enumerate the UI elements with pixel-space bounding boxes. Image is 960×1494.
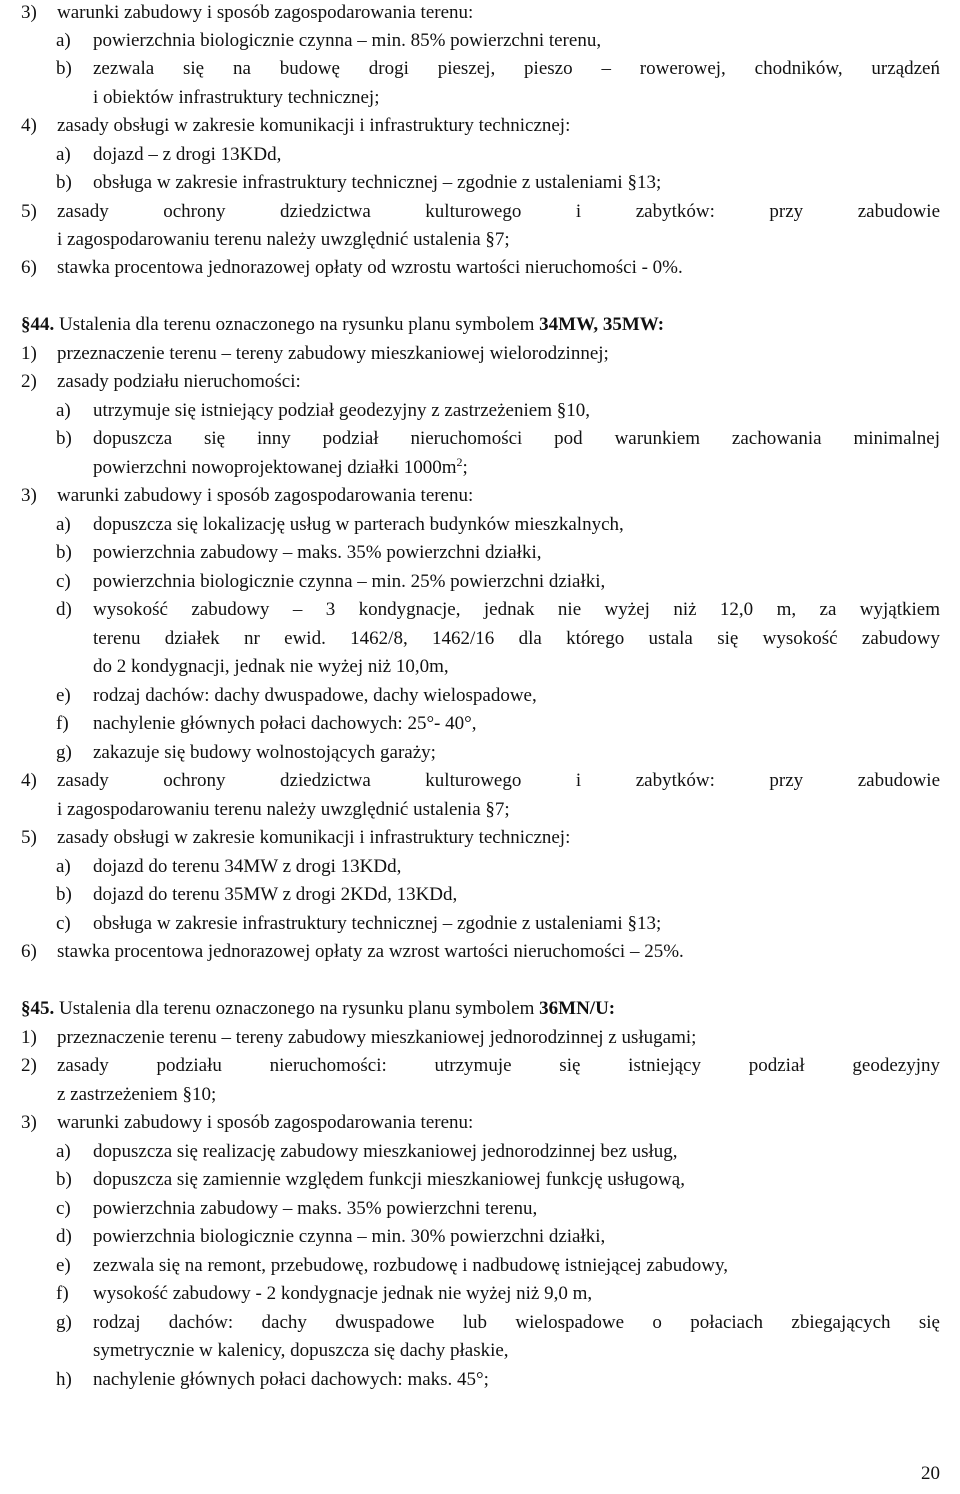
list-number: 2) [21,1055,37,1076]
list-text: powierzchnia zabudowy – maks. 35% powierzchni działki, [93,542,542,563]
list-text: utrzymuje się istniejący podział geodezyjny z zastrzeżeniem §10, [93,400,590,421]
list-text: rodzaj dachów: dachy dwuspadowe lub wielospadowe o połaciach zbiegających się [93,1312,940,1333]
superscript: 2 [456,455,463,469]
list-letter: d) [56,599,72,620]
list-text-continued: do 2 kondygnacji, jednak nie wyżej niż 10,0m, [93,656,449,677]
list-text: dopuszcza się realizację zabudowy mieszkaniowej jednorodzinnej bez usług, [93,1141,678,1162]
heading-symbol: 34MW, 35MW: [539,314,665,335]
list-text: zasady podziału nieruchomości: utrzymuje się istniejący podział geodezyjny [57,1055,940,1076]
heading-lead: Ustalenia dla terenu oznaczonego na rysunku planu symbolem [59,314,535,335]
list-letter: a) [56,856,71,877]
list-number: 2) [21,371,37,392]
list-letter: b) [56,1169,72,1190]
list-text: warunki zabudowy i sposób zagospodarowania terenu: [57,1112,474,1133]
list-letter: c) [56,913,71,934]
list-text: zasady ochrony dziedzictwa kulturowego i zabytków: przy zabudowie [57,201,940,222]
list-letter: g) [56,742,72,763]
list-text: warunki zabudowy i sposób zagospodarowania terenu: [57,485,474,506]
list-text: powierzchnia biologicznie czynna – min. 85% powierzchni terenu, [93,30,602,51]
continued-text-end: ; [462,457,468,478]
list-text: powierzchnia biologicznie czynna – min. 30% powierzchni działki, [93,1226,606,1247]
list-letter: c) [56,1198,71,1219]
heading-symbol: 36MN/U: [539,998,616,1019]
list-text: dopuszcza się lokalizację usług w parterach budynków mieszkalnych, [93,514,624,535]
list-text: wysokość zabudowy - 2 kondygnacje jednak nie wyżej niż 9,0 m, [93,1283,593,1304]
list-number: 3) [21,1112,37,1133]
list-text: powierzchnia zabudowy – maks. 35% powierzchni terenu, [93,1198,538,1219]
list-number: 4) [21,115,37,136]
list-text: dojazd – z drogi 13KDd, [93,144,282,165]
list-text: powierzchnia biologicznie czynna – min. 25% powierzchni działki, [93,571,606,592]
list-letter: b) [56,542,72,563]
section-45-heading [21,995,940,1023]
list-text: nachylenie głównych połaci dachowych: maks. 45°; [93,1369,489,1390]
list-letter: h) [56,1369,72,1390]
list-letter: a) [56,1141,71,1162]
list-number: 1) [21,1027,37,1048]
list-text: obsługa w zakresie infrastruktury technicznej – zgodnie z ustaleniami §13; [93,172,662,193]
list-number: 5) [21,201,37,222]
list-text-continued: terenu działek nr ewid. 1462/8, 1462/16 dla którego ustala się wysokość zabudowy [93,628,940,649]
list-text-continued [93,454,940,482]
list-text: przeznaczenie terenu – tereny zabudowy mieszkaniowej wielorodzinnej; [57,343,609,364]
page-number: 20 [921,1463,940,1484]
list-text: zasady obsługi w zakresie komunikacji i infrastruktury technicznej: [57,115,571,136]
list-letter: f) [56,713,69,734]
list-letter: a) [56,514,71,535]
list-text: zasady podziału nieruchomości: [57,371,301,392]
list-text: dojazd do terenu 35MW z drogi 2KDd, 13KDd, [93,884,458,905]
list-text: obsługa w zakresie infrastruktury technicznej – zgodnie z ustaleniami §13; [93,913,662,934]
list-text: nachylenie głównych połaci dachowych: 25°- 40°, [93,713,477,734]
list-letter: f) [56,1283,69,1304]
list-letter: a) [56,144,71,165]
list-letter: d) [56,1226,72,1247]
list-letter: b) [56,884,72,905]
paragraph-number: §44. [21,314,55,335]
list-letter: b) [56,428,72,449]
list-text: stawka procentowa jednorazowej opłaty za wzrost wartości nieruchomości – 25%. [57,941,684,962]
list-letter: g) [56,1312,72,1333]
list-letter: e) [56,685,71,706]
list-text: zakazuje się budowy wolnostojących garaży; [93,742,436,763]
section-44-heading [21,311,940,339]
list-number: 6) [21,257,37,278]
list-number: 3) [21,2,37,23]
list-text: dojazd do terenu 34MW z drogi 13KDd, [93,856,402,877]
list-letter: b) [56,58,72,79]
list-text: przeznaczenie terenu – tereny zabudowy mieszkaniowej jednorodzinnej z usługami; [57,1027,697,1048]
list-number: 4) [21,770,37,791]
list-number: 5) [21,827,37,848]
list-number: 3) [21,485,37,506]
list-text: zezwala się na budowę drogi pieszej, pieszo – rowerowej, chodników, urządzeń [93,58,940,79]
list-text-continued: z zastrzeżeniem §10; [57,1084,217,1105]
list-text-continued: symetrycznie w kalenicy, dopuszcza się dachy płaskie, [93,1340,509,1361]
list-letter: a) [56,400,71,421]
list-text: stawka procentowa jednorazowej opłaty od wzrostu wartości nieruchomości - 0%. [57,257,683,278]
list-letter: b) [56,172,72,193]
list-text: zezwala się na remont, przebudowę, rozbudowę i nadbudowę istniejącej zabudowy, [93,1255,729,1276]
list-text: rodzaj dachów: dachy dwuspadowe, dachy wielospadowe, [93,685,537,706]
list-text: zasady obsługi w zakresie komunikacji i infrastruktury technicznej: [57,827,571,848]
list-text-continued: i zagospodarowaniu terenu należy uwzględnić ustalenia §7; [57,799,510,820]
list-text: zasady ochrony dziedzictwa kulturowego i zabytków: przy zabudowie [57,770,940,791]
list-number: 6) [21,941,37,962]
list-number: 1) [21,343,37,364]
list-text: wysokość zabudowy – 3 kondygnacje, jednak nie wyżej niż 12,0 m, za wyjątkiem [93,599,940,620]
list-letter: c) [56,571,71,592]
list-letter: e) [56,1255,71,1276]
list-text: dopuszcza się inny podział nieruchomości pod warunkiem zachowania minimalnej [93,428,940,449]
paragraph-number: §45. [21,998,55,1019]
list-text: warunki zabudowy i sposób zagospodarowania terenu: [57,2,474,23]
list-letter: a) [56,30,71,51]
list-text-continued: i zagospodarowaniu terenu należy uwzględnić ustalenia §7; [57,229,510,250]
heading-lead: Ustalenia dla terenu oznaczonego na rysunku planu symbolem [59,998,535,1019]
list-text-continued: i obiektów infrastruktury technicznej; [93,87,380,108]
continued-text: powierzchni nowoprojektowanej działki 1000m [93,457,457,478]
list-text: dopuszcza się zamiennie względem funkcji mieszkaniowej funkcję usługową, [93,1169,685,1190]
